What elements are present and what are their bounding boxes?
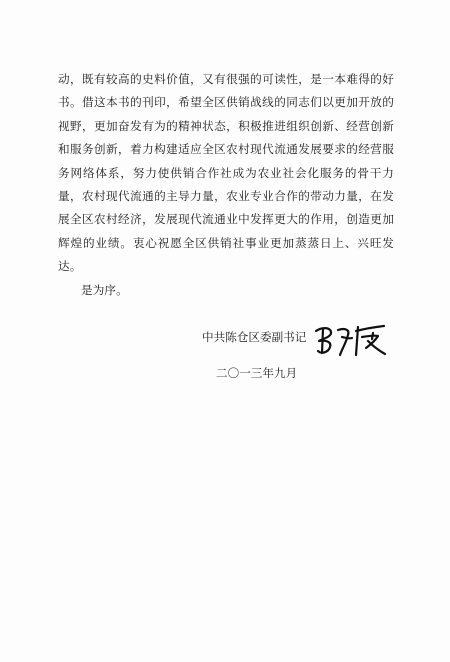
body-paragraph-2: 是为序。	[81, 282, 128, 297]
signer-title: 中共陈仓区委副书记	[202, 330, 307, 344]
document-date: 二〇一三年九月	[216, 366, 298, 380]
handwritten-signature	[312, 317, 390, 359]
body-paragraph-1: 动，既有较高的史料价值，又有很强的可读性，是一本难得的好书。借这本书的刊印，希望全区供销战线的同志们以更加开放的视野，更加奋发有为的精神状态，积极推进组织创新、经营创新和服务创新，着力构建适应全区农村现代流通发展要求的经营服务网络体系，努力使供销合作社成为农业社会化服务的骨干力量，农村现代流通的主导力量，农业专业合作的带动力量，在发展全区农村经济，发展现代流通业中发挥更大的作用，创造更加辉煌的业绩。衷心祝愿全区供销社事业更加蒸蒸日上、兴旺发达。	[58, 72, 394, 274]
preface-body	[58, 68, 394, 302]
